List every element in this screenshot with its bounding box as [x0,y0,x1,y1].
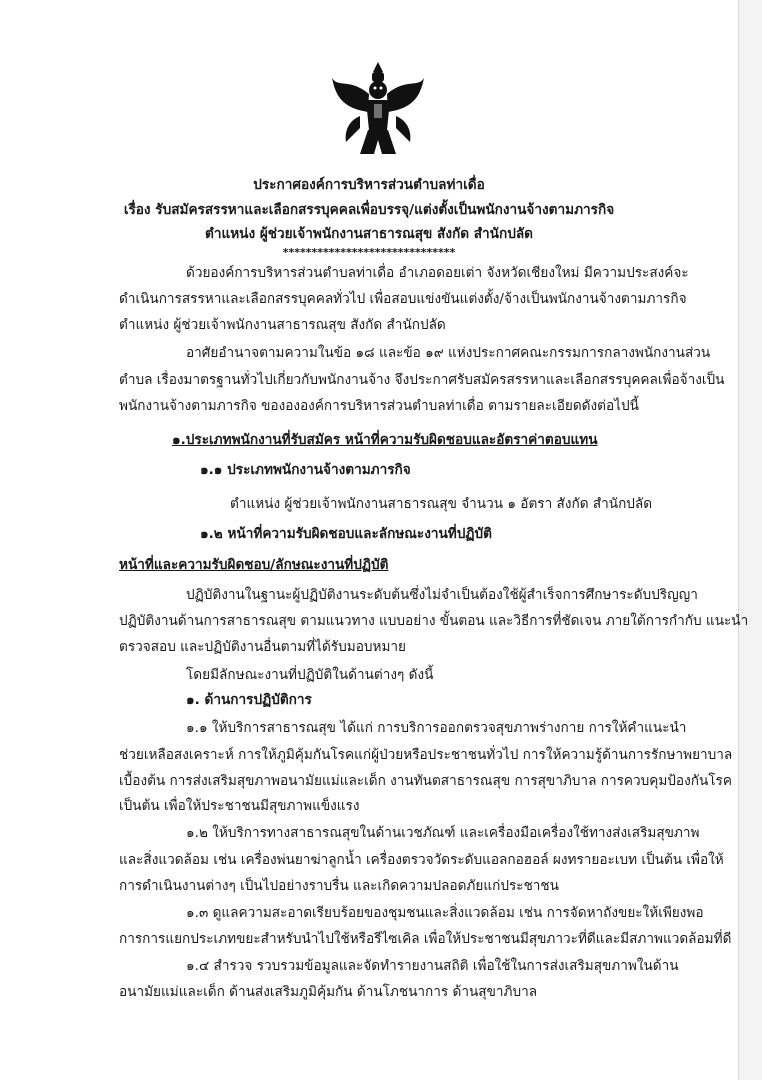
authority-line: อาศัยอำนาจตามความในข้อ ๑๘ และข้อ ๑๙ แห่งประกาศคณะกรรมการกลางพนักงานส่วน [186,345,711,361]
item1-line: ช่วยเหลือสงเคราะห์ การให้ภูมิคุ้มกันโรคแก่ผู้ป่วยหรือประชาชนทั่วไป การให้ความรู้ด้านการรักษาพยาบาล [119,747,733,763]
item3-line: ๑.๓ ดูแลความสะอาดเรียบร้อยของชุมชนและสิ่งแวดล้อม เช่น การจัดหาถังขยะให้เพียงพอ [186,905,704,921]
item2-line: ๑.๒ ให้บริการทางสาธารณสุขในด้านเวชภัณฑ์ และเครื่องมือเครื่องใช้ทางส่งเสริมสุขภาพ [186,825,700,841]
duties-line: ปฏิบัติงานด้านการสาธารณสุข ตามแนวทาง แบบอย่าง ขั้นตอน และวิธีการที่ชัดเจน ภายใต้การกำกับ แนะนำ [119,613,749,629]
item2-line: การดำเนินงานต่างๆ เป็นไปอย่างราบรื่น และเกิดความปลอดภัยแก่ประชาชน [119,878,559,894]
duties-line: ตรวจสอบ และปฏิบัติงานอื่นตามที่ได้รับมอบหมาย [119,639,407,655]
item1-line: ๑.๑ ให้บริการสาธารณสุข ได้แก่ การบริการออกตรวจสุขภาพร่างกาย การให้คำแนะนำ [186,720,687,736]
announcement-subject: เรื่อง รับสมัครสรรหาและเลือกสรรบุคคลเพื่อบรรจุ/แต่งตั้งเป็นพนักงานจ้างตามภารกิจ [123,202,615,218]
intro-line: ด้วยองค์การบริหารส่วนตำบลท่าเดื่อ อำเภอดอยเต่า จังหวัดเชียงใหม่ มีความประสงค์จะ [186,265,689,281]
item1-line: เบื้องต้น การส่งเสริมสุขภาพอนามัยแม่และเด็ก งานทันตสาธารณสุข การสุขาภิบาล การควบคุมป้องกันโรค [119,773,732,789]
item1-line: เป็นต้น เพื่อให้ประชาชนมีสุขภาพแข็งแรง [119,798,360,814]
section1-heading: ๑.ประเภทพนักงานที่รับสมัคร หน้าที่ความรับผิดชอบและอัตราค่าตอบแทน [172,432,598,448]
sub1-heading: ๑.๑ ประเภทพนักงานจ้างตามภารกิจ [200,462,411,478]
intro-line: ดำเนินการสรรหาและเลือกสรรบุคคลทั่วไป เพื่อสอบแข่งขันแต่งตั้ง/จ้างเป็นพนักงานจ้างตามภารกิจ [119,291,687,307]
item3-line: การการแยกประเภทขยะสำหรับนำไปใช้หรือรีไซเคิล เพื่อให้ประชาชนมีสุขภาวะที่ดีและมีสภาพแวดล้อมที่ดี [119,931,732,947]
item2-line: และสิ่งแวดล้อม เช่น เครื่องพ่นยาฆ่าลูกน้ำ เครื่องตรวจวัดระดับแอลกอฮอล์ ผงทรายอะเบท เป็นต้น เพื่อให้ [119,852,724,868]
intro-line: ตำแหน่ง ผู้ช่วยเจ้าพนักงานสาธารณสุข สังกัด สำนักปลัด [119,317,446,333]
sub2-heading: ๑.๒ หน้าที่ความรับผิดชอบและลักษณะงานที่ปฏิบัติ [200,526,492,542]
authority-line: พนักงานจ้างตามภารกิจ ของององค์การบริหารส่วนตำบลท่าเดื่อ ตามรายละเอียดดังต่อไปนี้ [119,398,639,414]
area1-heading: ๑. ด้านการปฏิบัติการ [186,692,312,708]
announcement-position: ตำแหน่ง ผู้ช่วยเจ้าพนักงานสาธารณสุข สังกัด สำนักปลัด [205,226,533,242]
item4-line: อนามัยแม่และเด็ก ด้านส่งเสริมภูมิคุ้มกัน ด้านโภชนาการ ด้านสุขาภิบาล [119,984,538,1000]
duties-heading: หน้าที่และความรับผิดชอบ/ลักษณะงานที่ปฏิบัติ [119,557,389,573]
duties-intro: โดยมีลักษณะงานที่ปฏิบัติในด้านต่างๆ ดังนี้ [186,667,434,683]
announcement-title: ประกาศองค์การบริหารส่วนตำบลท่าเดื่อ [253,177,485,193]
item4-line: ๑.๔ สำรวจ รวบรวมข้อมูลและจัดทำรายงานสถิติ เพื่อใช้ในการส่งเสริมสุขภาพในด้าน [186,958,679,974]
authority-line: ตำบล เรื่องมาตรฐานทั่วไปเกี่ยวกับพนักงานจ้าง จึงประกาศรับสมัครสรรหาและเลือกสรรบุคคลเพื่อจ้างเป็น [119,372,725,388]
sub1-position: ตำแหน่ง ผู้ช่วยเจ้าพนักงานสาธารณสุข จำนวน ๑ อัตรา สังกัด สำนักปลัด [230,496,653,512]
duties-line: ปฏิบัติงานในฐานะผู้ปฏิบัติงานระดับต้นซึ่งไม่จำเป็นต้องใช้ผู้สำเร็จการศึกษาระดับปริญญา [186,587,698,603]
separator-stars: ****************************** [282,246,456,259]
page-edge [738,0,762,1080]
garuda-emblem [330,58,426,158]
